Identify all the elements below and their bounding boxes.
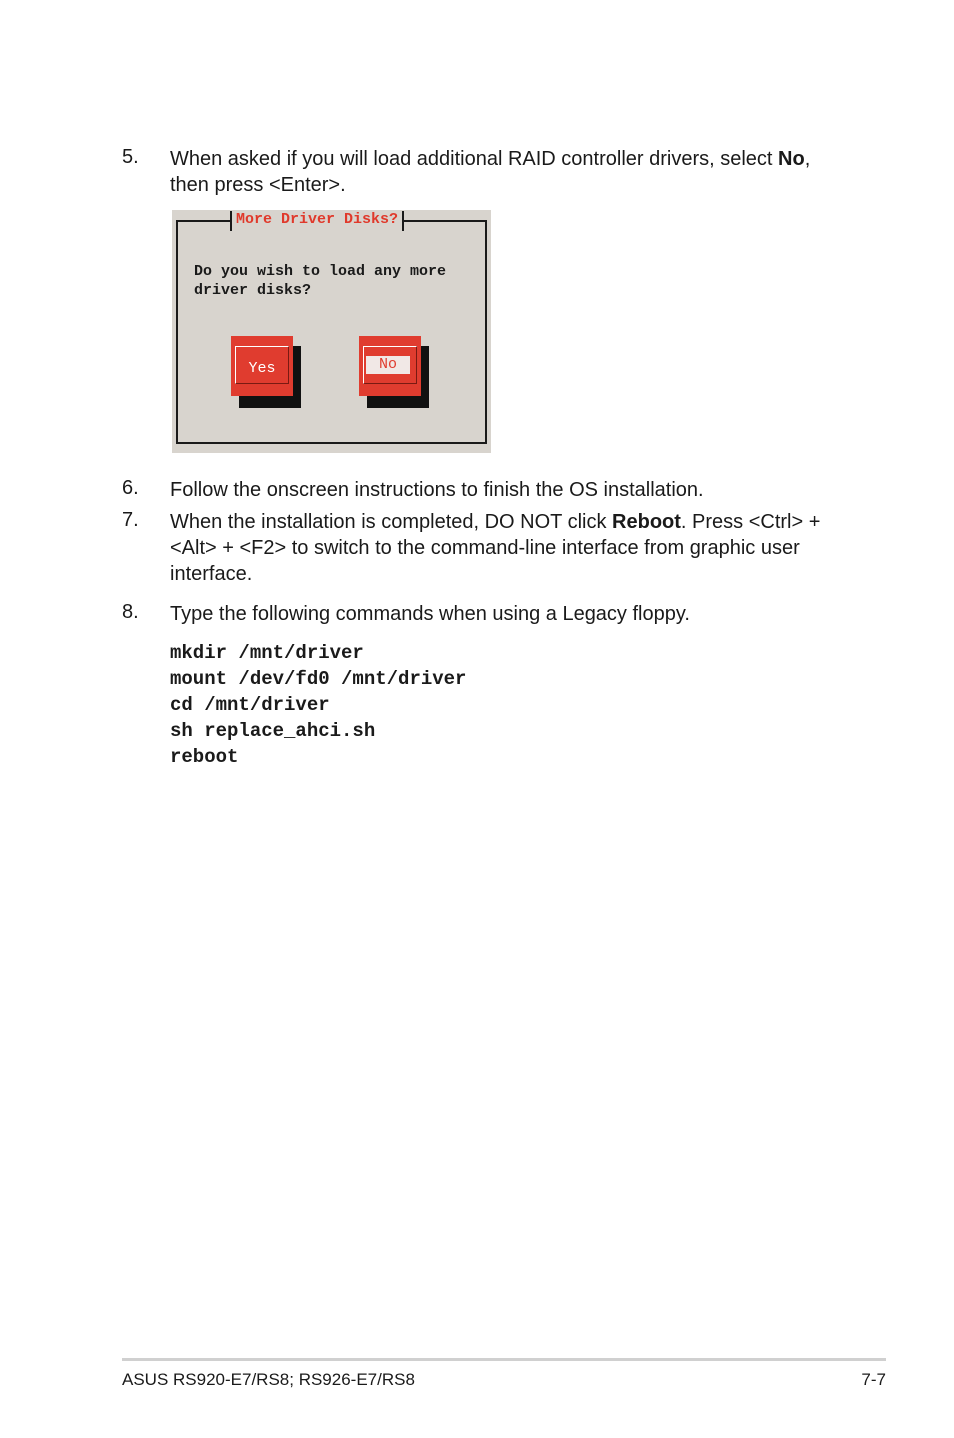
step-text-bold: No <box>778 148 805 170</box>
yes-button[interactable] <box>231 336 293 396</box>
command-line: mkdir /mnt/driver <box>170 642 364 664</box>
command-line: mount /dev/fd0 /mnt/driver <box>170 668 467 690</box>
step-text-bold: Reboot <box>612 511 681 533</box>
step-text <box>170 509 850 587</box>
dialog-frame <box>176 220 487 444</box>
yes-button-label: Yes <box>235 346 289 384</box>
button-face <box>359 336 421 396</box>
no-button-label: No <box>366 356 410 374</box>
step-text-pre: When the installation is completed, DO NOT click <box>170 511 613 533</box>
command-line: cd /mnt/driver <box>170 694 330 716</box>
step-number: 7. <box>122 509 139 531</box>
command-block <box>170 640 466 770</box>
step-text-post: , then press <Enter>. <box>170 148 811 196</box>
no-button[interactable] <box>359 336 421 396</box>
step-text-pre: When asked if you will load additional RAID controller drivers, select <box>170 148 779 170</box>
step-text-post: . Press <Ctrl> + <Alt> + <F2> to switch to the command-line interface from graphic user interface. <box>170 511 821 585</box>
command-line: reboot <box>170 746 239 768</box>
footer-product-name: ASUS RS920-E7/RS8; RS926-E7/RS8 <box>122 1370 415 1389</box>
button-face <box>231 336 293 396</box>
driver-disks-dialog <box>172 210 491 453</box>
footer-divider <box>122 1358 886 1361</box>
step-text: Follow the onscreen instructions to finish the OS installation. <box>170 479 704 501</box>
step-text: Type the following commands when using a Legacy floppy. <box>170 603 690 625</box>
step-number: 8. <box>122 601 139 623</box>
footer-page-number: 7-7 <box>861 1370 886 1389</box>
step-number: 5. <box>122 146 139 168</box>
dialog-title: More Driver Disks? <box>230 211 404 231</box>
step-number: 6. <box>122 477 139 499</box>
dialog-message: Do you wish to load any more driver disks? <box>194 263 447 299</box>
command-line: sh replace_ahci.sh <box>170 720 376 742</box>
step-text <box>170 146 850 198</box>
